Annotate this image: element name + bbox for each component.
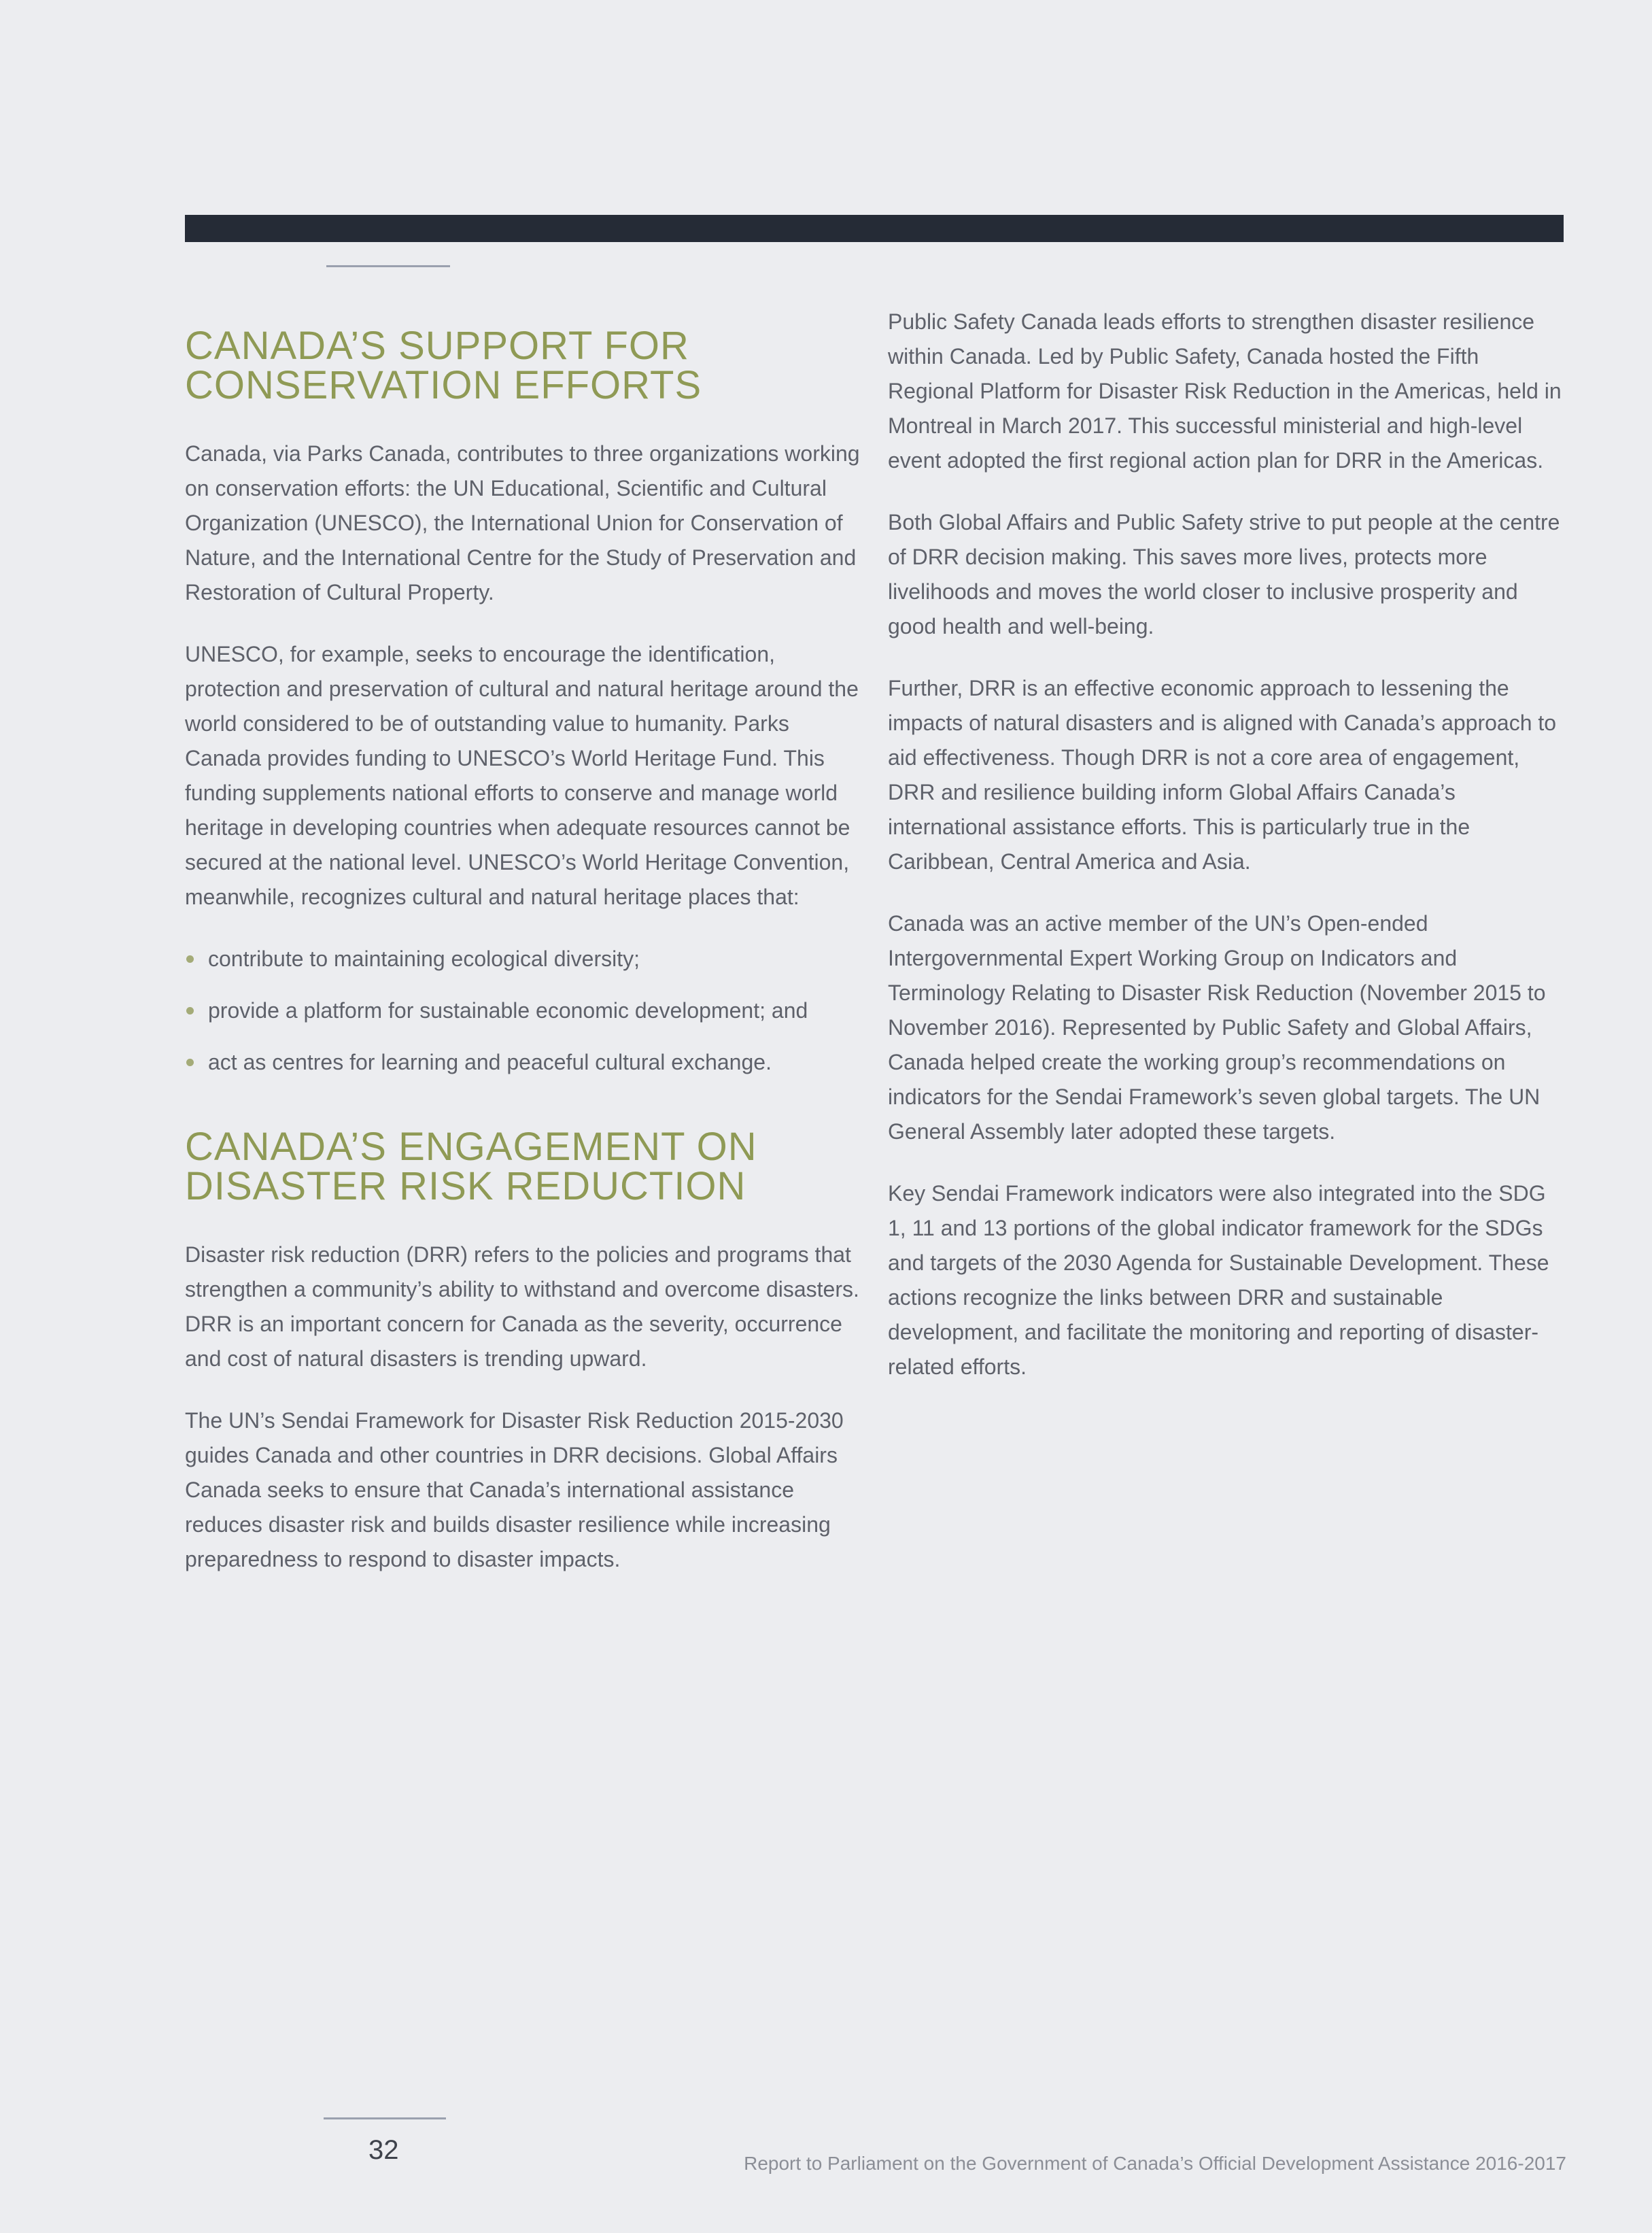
list-item: act as centres for learning and peaceful cultural exchange. [185, 1045, 865, 1080]
footer-text: Report to Parliament on the Government of Canada’s Official Development Assistance 2016-2017 [744, 2153, 1566, 2174]
heading-line: DISASTER RISK REDUCTION [185, 1164, 746, 1208]
bullet-icon [186, 1007, 194, 1015]
bullet-icon [186, 1059, 194, 1066]
bullet-list [185, 942, 865, 1080]
paragraph: Canada, via Parks Canada, contributes to three organizations working on conservation efforts: the UN Educational, Scientific and Cultural Organization (UNESCO), the International Union for Conservation of Nature, and the International Centre for the Study of Preservation and Restoration of Cultural Property. [185, 441, 860, 604]
paragraph: Further, DRR is an effective economic approach to lessening the impacts of natural disasters and is aligned with Canada’s approach to aid effectiveness. Though DRR is not a core area of engagement, DRR and resilience building inform Global Affairs Canada’s international assistance efforts. This is particularly true in the Caribbean, Central America and Asia. [888, 676, 1557, 874]
left-column [185, 299, 865, 1604]
paragraph: Key Sendai Framework indicators were also integrated into the SDG 1, 11 and 13 portions of the global indicator framework for the SDGs and targets of the 2030 Agenda for Sustainable Development. These actions recognize the links between DRR and sustainable development, and facilitate the monitoring and reporting of disaster-related efforts. [888, 1181, 1549, 1379]
list-item: contribute to maintaining ecological diversity; [185, 942, 865, 976]
footer-divider [324, 2117, 446, 2119]
heading-drr [185, 1127, 865, 1206]
heading-line: CANADA’S ENGAGEMENT ON [185, 1125, 757, 1169]
paragraph: Disaster risk reduction (DRR) refers to the policies and programs that strengthen a community’s ability to withstand and overcome disasters. DRR is an important concern for Canada as the severity, occurrence and cost of natural disasters is trending upward. [185, 1242, 859, 1371]
bullet-icon [186, 955, 194, 963]
paragraph: Both Global Affairs and Public Safety strive to put people at the centre of DRR decision making. This saves more lives, protects more livelihoods and moves the world closer to inclusive prosperity and good health and well-being. [888, 510, 1560, 638]
paragraph: UNESCO, for example, seeks to encourage the identification, protection and preservation of cultural and natural heritage around the world considered to be of outstanding value to humanity. Parks Canada provides funding to UNESCO’s World Heritage Fund. This funding supplements national efforts to conserve and manage world heritage in developing countries when adequate resources cannot be secured at the national level. UNESCO’s World Heritage Convention, meanwhile, recognizes cultural and natural heritage places that: [185, 642, 859, 909]
heading-line: CONSERVATION EFFORTS [185, 363, 702, 407]
heading-line: CANADA’S SUPPORT FOR [185, 324, 689, 368]
top-divider [326, 265, 450, 267]
list-item: provide a platform for sustainable economic development; and [185, 993, 865, 1028]
right-column [888, 305, 1565, 1412]
paragraph: The UN’s Sendai Framework for Disaster Risk Reduction 2015-2030 guides Canada and other countries in DRR decisions. Global Affairs Canada seeks to ensure that Canada’s international assistance reduces disaster risk and builds disaster resilience while increasing preparedness to respond to disaster impacts. [185, 1408, 844, 1571]
page-number: 32 [368, 2135, 399, 2165]
paragraph: Canada was an active member of the UN’s Open-ended Intergovernmental Expert Working Group on Indicators and Terminology Relating to Disaster Risk Reduction (November 2015 to November 2016). Represented by Public Safety and Global Affairs, Canada helped create the working group’s recommendations on indicators for the Sendai Framework’s seven global targets. The UN General Assembly later adopted these targets. [888, 911, 1546, 1144]
paragraph: Public Safety Canada leads efforts to strengthen disaster resilience within Canada. Led by Public Safety, Canada hosted the Fifth Regional Platform for Disaster Risk Reduction in the Americas, held in Montreal in March 2017. This successful ministerial and high-level event adopted the first regional action plan for DRR in the Americas. [888, 309, 1562, 473]
header-bar [185, 215, 1564, 242]
heading-conservation [185, 326, 865, 405]
